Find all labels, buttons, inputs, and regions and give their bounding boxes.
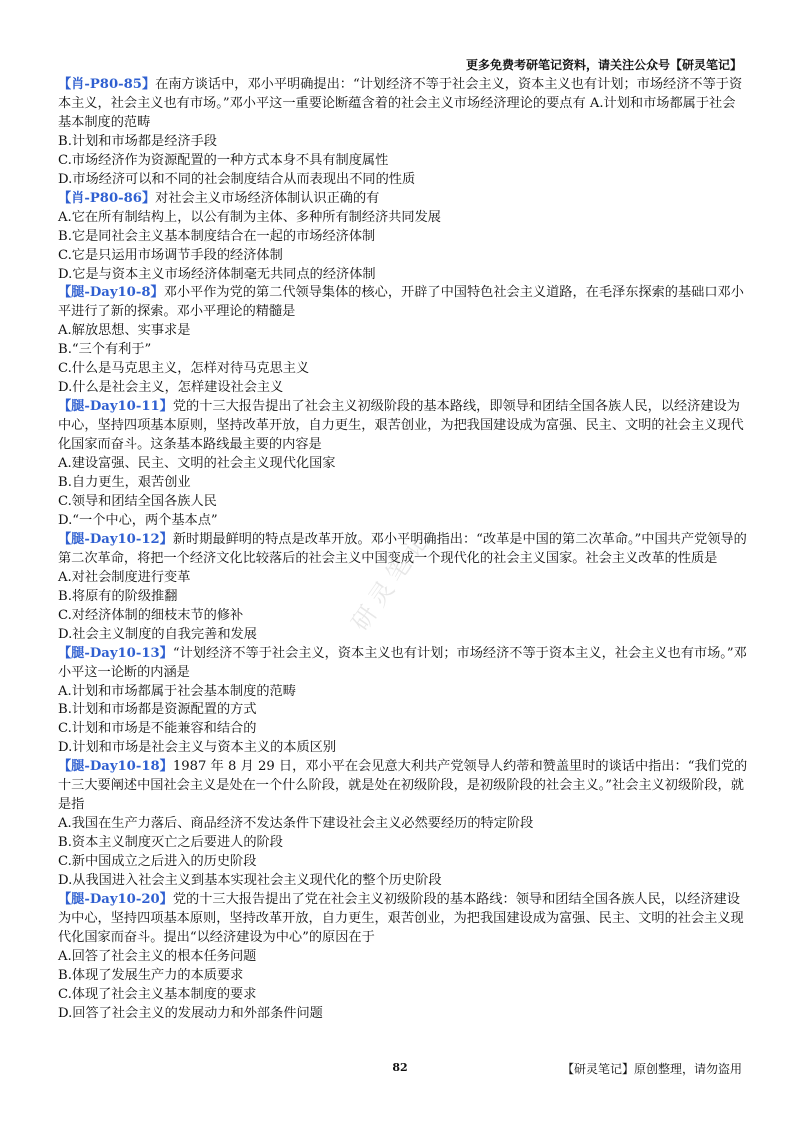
answer-option: B.计划和市场都是经济手段 bbox=[58, 133, 217, 149]
question-text: “计划经济不等于社会主义，资本主义也有计划；市场经济不等于资本主义，社会主义也有市场。”邓小平这一论断的内涵是 bbox=[58, 645, 747, 680]
question-block bbox=[58, 398, 748, 531]
question-tag: 【腿-Day10-8】 bbox=[58, 285, 164, 301]
header-note: 更多免费考研笔记资料，请关注公众号【研灵笔记】 bbox=[465, 58, 742, 72]
question-list bbox=[58, 76, 748, 1024]
answer-option: B.体现了发展生产力的本质要求 bbox=[58, 967, 244, 983]
answer-option: B.计划和市场都是资源配置的方式 bbox=[58, 702, 257, 718]
question-block bbox=[58, 190, 748, 285]
question-tag: 【腿-Day10-13】 bbox=[58, 645, 173, 661]
answer-option: D.什么是社会主义，怎样建设社会主义 bbox=[58, 380, 284, 396]
question-tag: 【腿-Day10-12】 bbox=[58, 531, 173, 547]
question-text: 党的十三大报告提出了社会主义初级阶段的基本路线，即领导和团结全国各族人民，以经济建设为中心，坚持四项基本原则，坚持改革开放，自力更生，艰苦创业，为把我国建设成为富强、民主、文明的社会主义现代化国家而奋斗。这条基本路线最主要的内容是 bbox=[58, 399, 744, 453]
question-stem bbox=[58, 645, 748, 683]
question-stem bbox=[58, 531, 748, 569]
answer-option: D.市场经济可以和不同的社会制度结合从而表现出不同的性质 bbox=[58, 171, 416, 187]
question-stem bbox=[58, 190, 748, 209]
question-stem bbox=[58, 76, 748, 133]
answer-option: B.自力更生，艰苦创业 bbox=[58, 475, 191, 491]
answer-option: A.它在所有制结构上，以公有制为主体、多种所有制经济共同发展 bbox=[58, 209, 441, 225]
answer-option: A.我国在生产力落后、商品经济不发达条件下建设社会主义必然要经历的特定阶段 bbox=[58, 816, 534, 832]
question-text: 对社会主义市场经济体制认识正确的有 bbox=[155, 190, 380, 206]
answer-option: A.回答了社会主义的根本任务问题 bbox=[58, 948, 257, 964]
answer-option: B.将原有的阶级推翻 bbox=[58, 588, 178, 604]
question-block bbox=[58, 76, 748, 190]
answer-option: B.它是同社会主义基本制度结合在一起的市场经济体制 bbox=[58, 228, 376, 244]
question-tag: 【肖-P80-86】 bbox=[58, 190, 156, 206]
answer-option: D.它是与资本主义市场经济体制毫无共同点的经济体制 bbox=[58, 266, 376, 282]
question-tag: 【肖-P80-85】 bbox=[58, 77, 156, 92]
answer-option: D.“一个中心，两个基本点” bbox=[58, 512, 218, 528]
answer-option: C.领导和团结全国各族人民 bbox=[58, 493, 217, 509]
answer-option: D.社会主义制度的自我完善和发展 bbox=[58, 626, 257, 642]
answer-option: C.对经济体制的细枝末节的修补 bbox=[58, 607, 244, 623]
question-text: 在南方谈话中，邓小平明确提出：“计划经济不等于社会主义，资本主义也有计划；市场经济不等于资本主义，社会主义也有市场。”邓小平这一重要论断蕴含着的社会主义市场经济理论的要点有 A.计划和市场都属于社会基本制度的范畴 bbox=[58, 77, 743, 130]
question-stem bbox=[58, 758, 748, 815]
question-tag: 【腿-Day10-11】 bbox=[58, 399, 173, 415]
question-text: 邓小平作为党的第二代领导集体的核心，开辟了中国特色社会主义道路，在毛泽东探索的基础口邓小平进行了新的探索。邓小平理论的精髓是 bbox=[58, 285, 744, 320]
answer-option: A.计划和市场都属于社会基本制度的范畴 bbox=[58, 683, 296, 699]
answer-option: D.回答了社会主义的发展动力和外部条件问题 bbox=[58, 1005, 323, 1021]
question-tag: 【腿-Day10-18】 bbox=[58, 759, 173, 775]
answer-option: C.计划和市场是不能兼容和结合的 bbox=[58, 721, 257, 737]
footer-note: 【研灵笔记】原创整理，请勿盗用 bbox=[561, 1062, 742, 1076]
answer-option: A.建设富强、民主、文明的社会主义现代化国家 bbox=[58, 456, 336, 472]
answer-option: D.从我国进入社会主义到基本实现社会主义现代化的整个历史阶段 bbox=[58, 873, 442, 889]
question-block bbox=[58, 645, 748, 759]
question-text: 党的十三大报告提出了党在社会主义初级阶段的基本路线：领导和团结全国各族人民，以经济建设为中心，坚持四项基本原则，坚持改革开放，自力更生，艰苦创业，为把我国建设成为富强、民主、文明的社会主义现代化国家而奋斗。提出“以经济建设为中心”的原因在于 bbox=[58, 891, 744, 945]
answer-option: D.计划和市场是社会主义与资本主义的本质区别 bbox=[58, 740, 337, 756]
answer-option: B.资本主义制度灭亡之后要进人的阶段 bbox=[58, 835, 283, 851]
question-stem bbox=[58, 398, 748, 455]
answer-option: C.它是只运用市场调节手段的经济体制 bbox=[58, 247, 283, 263]
answer-option: C.市场经济作为资源配置的一种方式本身不具有制度属性 bbox=[58, 152, 389, 168]
watermark: 研灵笔记 bbox=[346, 521, 438, 637]
answer-option: C.新中国成立之后进入的历史阶段 bbox=[58, 854, 257, 870]
question-block bbox=[58, 891, 748, 1024]
question-block bbox=[58, 531, 748, 645]
question-stem bbox=[58, 284, 748, 322]
question-block bbox=[58, 284, 748, 398]
answer-option: C.什么是马克思主义，怎样对待马克思主义 bbox=[58, 361, 310, 377]
question-block bbox=[58, 758, 748, 891]
question-text: 1987 年 8 月 29 日，邓小平在会见意大利共产党领导人约蒂和赞盖里时的谈话中指出：“我们党的十三大要阐述中国社会主义是处在一个什么阶段，就是处在初级阶段，是初级阶段的社会主义。”社会主义初级阶段，就是指 bbox=[58, 759, 748, 813]
question-stem bbox=[58, 891, 748, 948]
question-text: 新时期最鲜明的特点是改革开放。邓小平明确指出：“改革是中国的第二次革命。”中国共产党领导的第二次革命，将把一个经济文化比较落后的社会主义中国变成一个现代化的社会主义国家。社会主义改革的性质是 bbox=[58, 531, 747, 566]
answer-option: B.“三个有利于” bbox=[58, 342, 152, 358]
answer-option: C.体现了社会主义基本制度的要求 bbox=[58, 986, 257, 1002]
question-tag: 【腿-Day10-20】 bbox=[58, 891, 173, 907]
page-number: 82 bbox=[392, 1061, 408, 1074]
answer-option: A.对社会制度进行变革 bbox=[58, 569, 191, 585]
answer-option: A.解放思想、实事求是 bbox=[58, 323, 191, 339]
